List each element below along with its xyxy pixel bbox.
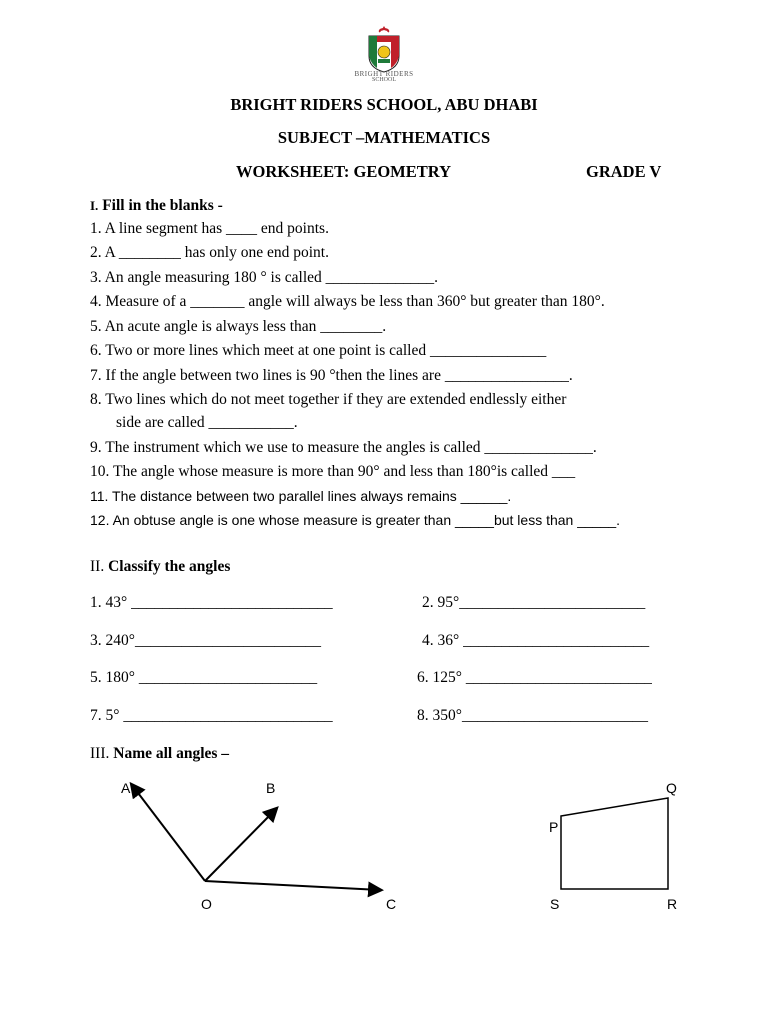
section1-numeral: I. [90,198,99,213]
classify-item: 8. 350°________________________ [417,707,648,724]
section1-item: 2. A ________ has only one end point. [90,244,329,261]
point-label-p: P [549,819,559,835]
section1-item: 5. An acute angle is always less than ________. [90,318,387,335]
classify-item: 1. 43° __________________________ [90,594,333,611]
section1-item: 11. The distance between two parallel lines always remains ______. [90,488,512,504]
point-label-c: C [386,896,397,912]
school-logo [322,22,446,84]
section2-numeral: II. [90,558,105,575]
point-label-o: O [201,896,212,912]
section1-item: 8. Two lines which do not meet together if they are extended endlessly either [90,391,567,408]
classify-item: 3. 240°________________________ [90,632,321,649]
classify-item: 2. 95°________________________ [422,594,646,611]
point-label-a: A [121,780,131,796]
ray-oc [205,881,380,890]
section3-title: Name all angles – [113,745,230,762]
section1-item: 12. An obtuse angle is one whose measure is greater than _____but less than _____. [90,512,621,528]
point-label-b: B [266,780,276,796]
logo-text-line1: BRIGHT RIDERS [354,70,414,78]
angles-figure [110,775,400,915]
section1-item: 1. A line segment has ____ end points. [90,220,329,237]
worksheet-title: WORKSHEET: GEOMETRY [236,162,452,181]
subject-title: SUBJECT –MATHEMATICS [277,128,491,147]
ray-ob [205,809,276,881]
section3-heading [90,745,229,763]
ray-oa [132,785,205,881]
point-label-s: S [550,896,560,912]
section1-item: 6. Two or more lines which meet at one point is called _______________ [90,342,547,359]
logo-text-line2: SCHOOL [371,77,396,83]
school-name: BRIGHT RIDERS SCHOOL, ABU DHABI [230,95,538,114]
classify-item: 7. 5° ___________________________ [90,707,333,724]
classify-item: 5. 180° _______________________ [90,669,318,686]
classify-item: 6. 125° ________________________ [417,669,652,686]
section1-item-continuation: side are called ___________. [116,414,298,431]
grade-label: GRADE V [586,162,662,181]
section2-title: Classify the angles [108,558,231,575]
classify-item: 4. 36° ________________________ [422,632,650,649]
section1-title: Fill in the blanks - [102,197,223,214]
quadrilateral-figure [550,790,680,900]
section1-item: 3. An angle measuring 180 ° is called ______________. [90,269,439,286]
section2-heading [90,558,230,576]
point-label-q: Q [666,780,677,796]
section3-numeral: III. [90,745,110,762]
section1-item: 7. If the angle between two lines is 90 °then the lines are ________________. [90,367,573,384]
section1-item: 10. The angle whose measure is more than 90° and less than 180°is called ___ [90,463,576,480]
section1-heading [90,197,223,215]
section1-item: 4. Measure of a _______ angle will always be less than 360° but greater than 180°. [90,293,605,310]
section1-item: 9. The instrument which we use to measure the angles is called ______________. [90,439,597,456]
quadrilateral-pqrs [561,798,668,889]
point-label-r: R [667,896,678,912]
